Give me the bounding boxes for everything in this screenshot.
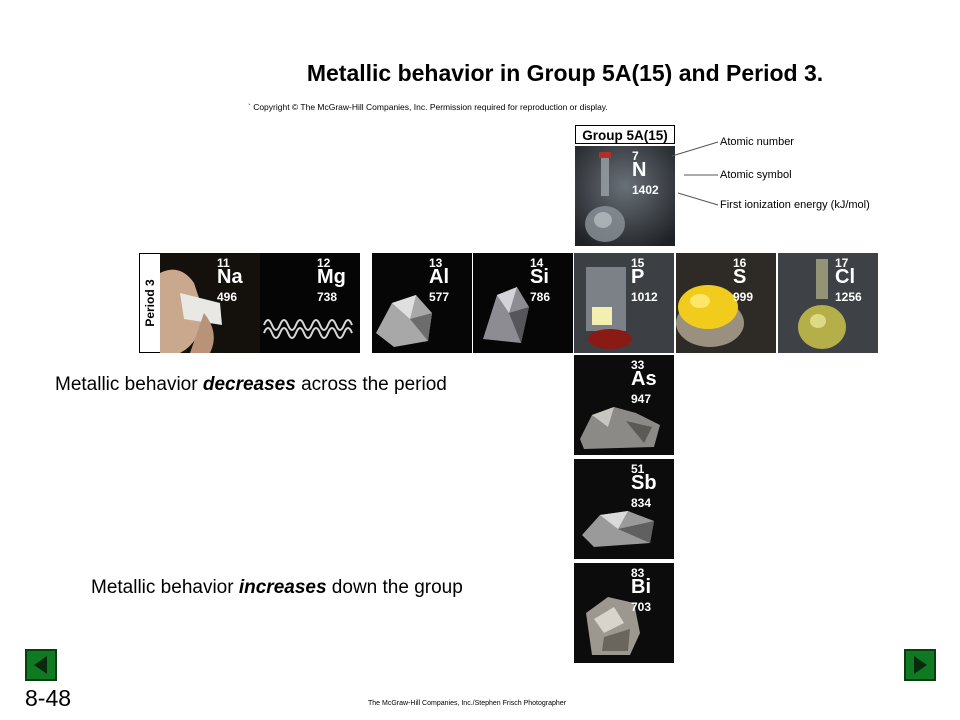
- element-tile-cl: [778, 253, 878, 353]
- element-tile-bi: [574, 563, 674, 663]
- element-tile-s: [676, 253, 776, 353]
- atomic-symbol: Mg: [317, 266, 346, 288]
- atomic-number: 83: [631, 566, 645, 580]
- element-tile-na: [160, 253, 260, 353]
- antimony-photo: [574, 459, 674, 559]
- photo-credit: The McGraw-Hill Companies, Inc./Stephen Frisch Photographer: [368, 700, 567, 707]
- chlorine-photo: [778, 253, 878, 353]
- ionization-energy: 577: [429, 290, 450, 304]
- ionization-energy: 834: [631, 496, 652, 510]
- slide-title: Metallic behavior in Group 5A(15) and Period 3.: [306, 60, 824, 86]
- atomic-symbol: Si: [530, 266, 549, 288]
- label-atomic-symbol: Atomic symbol: [720, 169, 792, 181]
- atomic-symbol: Bi: [631, 576, 651, 598]
- arsenic-photo: [574, 355, 674, 455]
- period-trend-emphasis: decreases: [202, 374, 296, 395]
- period-label: [139, 253, 161, 353]
- atomic-symbol: Cl: [835, 266, 855, 288]
- period-trend-text: [55, 374, 447, 396]
- period-trend-after: across the period: [295, 374, 447, 395]
- element-tile-sb: [574, 459, 674, 559]
- group-label: Group 5A(15): [575, 125, 675, 144]
- element-tile-mg: [260, 253, 360, 353]
- atomic-number: 51: [631, 462, 645, 476]
- atomic-number: 7: [632, 149, 639, 163]
- atomic-symbol: S: [733, 266, 747, 288]
- atomic-number: 33: [631, 358, 645, 372]
- atomic-number: 15: [631, 256, 645, 270]
- label-ionization-energy: First ionization energy (kJ/mol): [720, 199, 870, 211]
- atomic-symbol: N: [632, 159, 647, 181]
- ionization-energy: 999: [733, 290, 754, 304]
- atomic-symbol: Al: [429, 266, 449, 288]
- slide-number: 8-48: [25, 685, 72, 711]
- atomic-number: 12: [317, 256, 331, 270]
- silicon-photo: [473, 253, 573, 353]
- period-label-text: Period 3: [143, 279, 157, 327]
- atomic-number: 16: [733, 256, 747, 270]
- element-tile-p: [574, 253, 674, 353]
- atomic-symbol: Sb: [631, 472, 657, 494]
- ionization-energy: 786: [530, 290, 551, 304]
- atomic-number: 17: [835, 256, 849, 270]
- label-atomic-number: Atomic number: [720, 136, 794, 148]
- group-trend-text: [91, 577, 463, 599]
- sulfur-photo: [676, 253, 776, 353]
- triangle-right-icon: [906, 651, 934, 679]
- group-trend-before: Metallic behavior: [91, 577, 239, 598]
- atomic-symbol: Na: [217, 266, 243, 288]
- group-trend-emphasis: increases: [238, 577, 327, 598]
- bismuth-photo: [574, 563, 674, 663]
- element-tile-si: [473, 253, 573, 353]
- atomic-number: 14: [530, 256, 544, 270]
- ionization-energy: 1256: [835, 290, 862, 304]
- atomic-number: 13: [429, 256, 443, 270]
- ionization-energy: 738: [317, 290, 338, 304]
- previous-slide-button[interactable]: [25, 649, 57, 681]
- ionization-energy: 496: [217, 290, 238, 304]
- element-tile-as: [574, 355, 674, 455]
- ionization-energy: 703: [631, 600, 652, 614]
- copyright-notice: ` Copyright © The McGraw-Hill Companies, Inc. Permission required for reproduction or display.: [248, 102, 608, 112]
- triangle-left-icon: [27, 651, 55, 679]
- group-trend-after: down the group: [326, 577, 463, 598]
- atomic-symbol: As: [631, 368, 657, 390]
- ionization-energy: 947: [631, 392, 652, 406]
- atomic-symbol: P: [631, 266, 645, 288]
- period-trend-before: Metallic behavior: [55, 374, 203, 395]
- ionization-energy: 1402: [632, 183, 659, 197]
- aluminum-photo: [372, 253, 472, 353]
- atomic-number: 11: [217, 256, 230, 270]
- phosphorus-photo: [574, 253, 674, 353]
- sodium-photo: [160, 253, 260, 353]
- ionization-energy: 1012: [631, 290, 658, 304]
- next-slide-button[interactable]: [904, 649, 936, 681]
- element-tile-al: [372, 253, 472, 353]
